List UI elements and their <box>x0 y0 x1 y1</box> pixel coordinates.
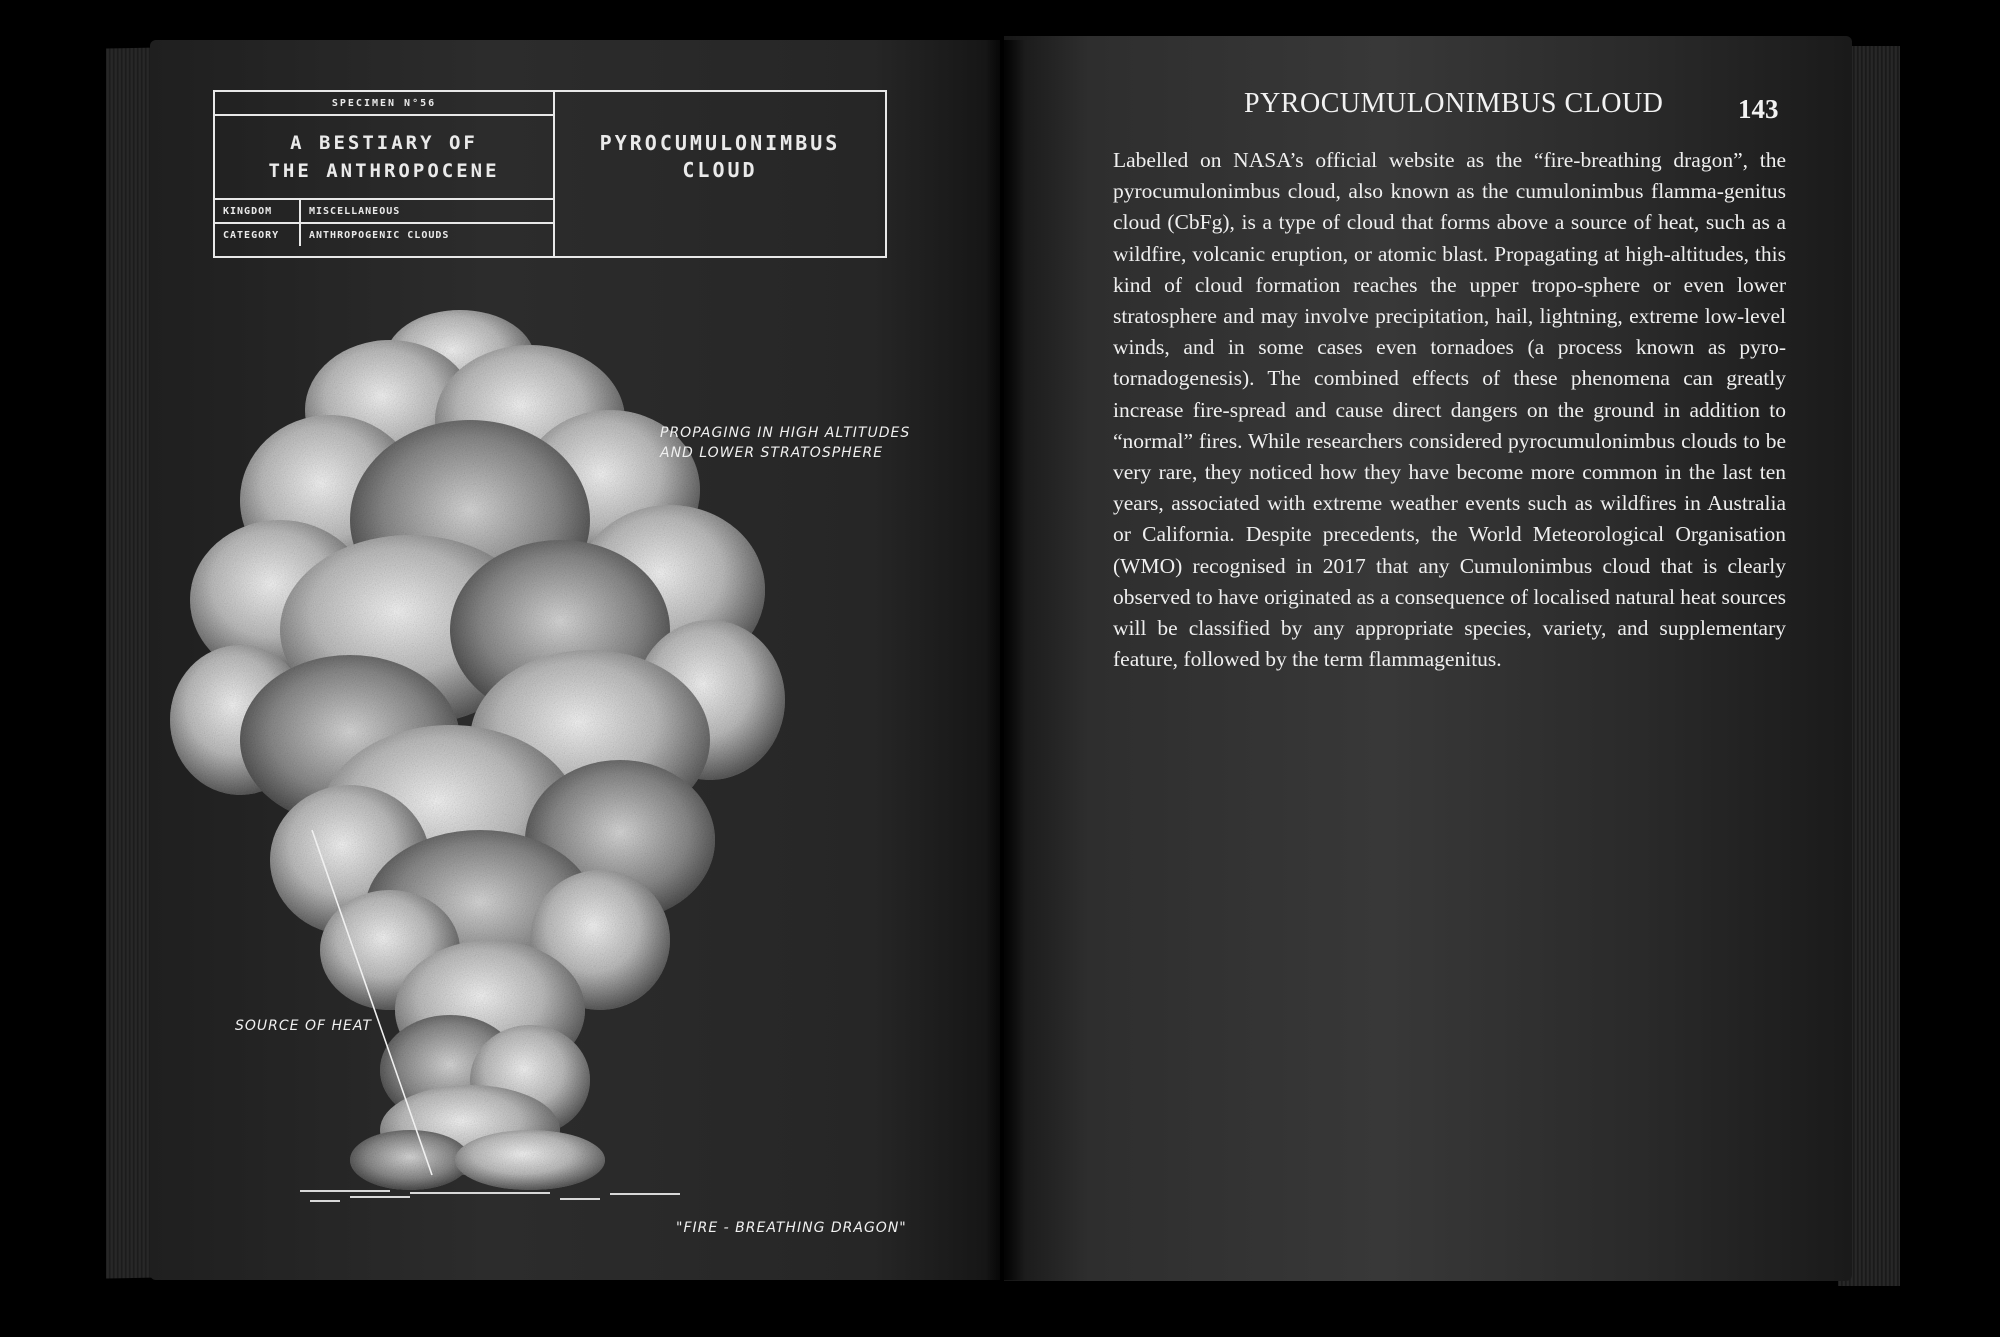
category-row <box>215 224 553 246</box>
altitude-annotation <box>660 423 910 463</box>
specimen-name-line-1: PYROCUMULONIMBUS <box>599 131 841 155</box>
page-number: 143 <box>1738 94 1779 124</box>
specimen-name-line-2: CLOUD <box>682 158 758 182</box>
kingdom-row <box>215 200 553 224</box>
running-head: PYROCUMULONIMBUS CLOUD <box>1244 88 1664 119</box>
altitude-annotation-line-2: AND LOWER STRATOSPHERE <box>660 445 884 461</box>
kingdom-value: MISCELLANEOUS <box>309 205 401 217</box>
category-value: ANTHROPOGENIC CLOUDS <box>309 229 450 241</box>
specimen-number: SPECIMEN N°56 <box>215 92 553 116</box>
specimen-name <box>555 92 885 222</box>
specimen-card-left-column <box>215 92 555 256</box>
altitude-annotation-line-1: PROPAGING IN HIGH ALTITUDES <box>660 425 911 441</box>
body-paragraph: Labelled on NASA’s official website as the “fire-breathing dragon”, the pyrocumulonimbus cloud, also known as the cumulonimbus flamma-genitus cloud (CbFg), is a type of cloud that forms above a source of heat, such as a wildfire, volcanic eruption, or atomic blast. Propagating at high-altitudes, this kind of cloud formation reaches the upper tropo-sphere or even lower stratosphere and may involve precipitation, hail, lightning, extreme low-level winds, and in some cases even tornadoes (a process known as pyro-tornadogenesis). The combined effects of these phenomena can greatly increase fire-spread and cause direct dangers on the ground in addition to “normal” fires. While researchers considered pyrocumulonimbus clouds to be very rare, they noticed how they have become more common in the last ten years, associated with extreme weather events such as wildfires in Australia or California. Despite precedents, the World Meteorological Organisation (WMO) recognised in 2017 that any Cumulonimbus cloud that is clearly observed to have originated as a consequence of localised natural heat sources will be classified by any appropriate species, variety, and supplementary feature, followed by the term flammagenitus. <box>1113 148 1786 672</box>
fire-breathing-dragon-annotation: "FIRE - BREATHING DRAGON" <box>676 1220 907 1236</box>
specimen-card <box>213 90 887 258</box>
bestiary-title-line-2: THE ANTHROPOCENE <box>268 160 500 182</box>
source-of-heat-annotation: SOURCE OF HEAT <box>235 1018 372 1034</box>
bestiary-title-line-1: A BESTIARY OF <box>290 132 478 154</box>
category-label: CATEGORY <box>215 224 301 246</box>
kingdom-label: KINGDOM <box>215 200 301 222</box>
bestiary-title <box>215 116 553 200</box>
ground-scatter <box>300 1190 680 1202</box>
